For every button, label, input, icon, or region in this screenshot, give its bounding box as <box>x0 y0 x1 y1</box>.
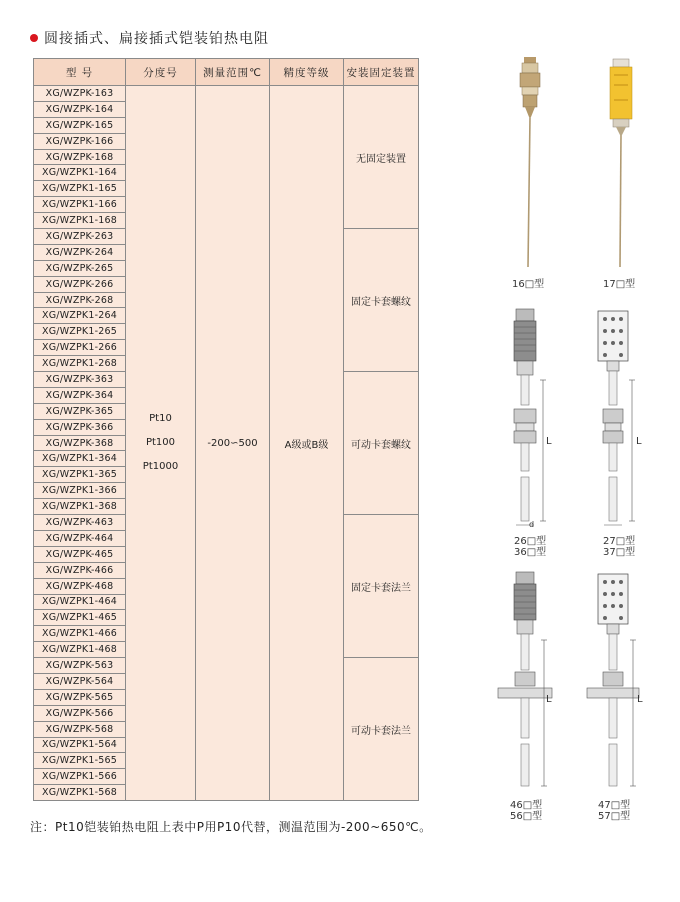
caption-37: 37□型 <box>603 547 636 558</box>
model-cell: XG/WZPK1-464 <box>34 594 126 610</box>
mounting-cell: 固定卡套螺纹 <box>344 229 419 372</box>
model-cell: XG/WZPK-166 <box>34 133 126 149</box>
model-cell: XG/WZPK-465 <box>34 546 126 562</box>
range-cell: -200∽500 <box>196 86 270 801</box>
model-cell: XG/WZPK1-264 <box>34 308 126 324</box>
header-graduation: 分度号 <box>126 59 196 86</box>
header-mounting: 安装固定装置 <box>344 59 419 86</box>
model-cell: XG/WZPK1-266 <box>34 340 126 356</box>
dim-label-l-47: L <box>637 694 643 705</box>
caption-57: 57□型 <box>598 811 631 822</box>
model-cell: XG/WZPK1-564 <box>34 737 126 753</box>
dim-label-l-46: L <box>546 694 552 705</box>
page-title <box>30 28 269 48</box>
model-cell: XG/WZPK1-466 <box>34 626 126 642</box>
model-cell: XG/WZPK1-265 <box>34 324 126 340</box>
model-cell: XG/WZPK1-164 <box>34 165 126 181</box>
header-range: 测量范围℃ <box>196 59 270 86</box>
header-model: 型 号 <box>34 59 126 86</box>
title-text: 圆接插式、扁接插式铠装铂热电阻 <box>44 31 269 47</box>
probe-17-figure <box>596 55 646 275</box>
model-cell: XG/WZPK-168 <box>34 149 126 165</box>
model-cell: XG/WZPK1-268 <box>34 356 126 372</box>
model-cell: XG/WZPK1-365 <box>34 467 126 483</box>
model-cell: XG/WZPK-163 <box>34 86 126 102</box>
bullet-icon <box>30 34 38 42</box>
probe-47-figure <box>585 570 655 795</box>
graduation-item: Pt100 <box>145 437 176 449</box>
model-cell: XG/WZPK1-566 <box>34 769 126 785</box>
model-cell: XG/WZPK1-366 <box>34 483 126 499</box>
model-cell: XG/WZPK-164 <box>34 101 126 117</box>
model-cell: XG/WZPK-265 <box>34 260 126 276</box>
model-cell: XG/WZPK1-368 <box>34 499 126 515</box>
probe-26-figure <box>498 305 558 530</box>
model-cell: XG/WZPK-268 <box>34 292 126 308</box>
dim-label-l-27: L <box>636 436 642 447</box>
caption-47: 47□型 <box>598 800 631 811</box>
model-cell: XG/WZPK-568 <box>34 721 126 737</box>
model-cell: XG/WZPK1-364 <box>34 451 126 467</box>
model-cell: XG/WZPK-366 <box>34 419 126 435</box>
mounting-cell: 可动卡套螺纹 <box>344 372 419 515</box>
model-cell: XG/WZPK-264 <box>34 244 126 260</box>
caption-27: 27□型 <box>603 536 636 547</box>
dim-label-l-26: L <box>546 436 552 447</box>
graduation-cell <box>126 86 196 801</box>
model-cell: XG/WZPK-464 <box>34 530 126 546</box>
model-cell: XG/WZPK1-465 <box>34 610 126 626</box>
probe-16-figure <box>505 55 555 275</box>
table-header-row <box>34 59 419 86</box>
model-cell: XG/WZPK-466 <box>34 562 126 578</box>
model-cell: XG/WZPK1-568 <box>34 785 126 801</box>
model-cell: XG/WZPK-263 <box>34 229 126 245</box>
model-cell: XG/WZPK1-468 <box>34 642 126 658</box>
graduation-item: Pt10 <box>149 413 172 425</box>
table-body <box>34 86 419 801</box>
model-cell: XG/WZPK1-168 <box>34 213 126 229</box>
caption-26: 26□型 <box>514 536 547 547</box>
model-cell: XG/WZPK1-565 <box>34 753 126 769</box>
caption-16: 16□型 <box>512 279 545 290</box>
model-cell: XG/WZPK-368 <box>34 435 126 451</box>
table-row <box>34 86 419 102</box>
model-cell: XG/WZPK1-166 <box>34 197 126 213</box>
model-cell: XG/WZPK-364 <box>34 387 126 403</box>
probe-46-figure <box>490 570 560 795</box>
model-cell: XG/WZPK-566 <box>34 705 126 721</box>
mounting-cell: 固定卡套法兰 <box>344 515 419 658</box>
model-cell: XG/WZPK-266 <box>34 276 126 292</box>
caption-36: 36□型 <box>514 547 547 558</box>
accuracy-cell: A级或B级 <box>270 86 344 801</box>
caption-46: 46□型 <box>510 800 543 811</box>
dim-label-d-26: d <box>529 520 535 529</box>
caption-56: 56□型 <box>510 811 543 822</box>
footnote: 注：Pt10铠装铂热电阻上表中P用P10代替，测温范围为-200~650℃。 <box>30 820 432 834</box>
model-cell: XG/WZPK-563 <box>34 658 126 674</box>
header-accuracy: 精度等级 <box>270 59 344 86</box>
model-cell: XG/WZPK-363 <box>34 372 126 388</box>
model-cell: XG/WZPK-165 <box>34 117 126 133</box>
model-cell: XG/WZPK-565 <box>34 689 126 705</box>
model-cell: XG/WZPK-468 <box>34 578 126 594</box>
model-cell: XG/WZPK-564 <box>34 673 126 689</box>
mounting-cell: 无固定装置 <box>344 86 419 229</box>
model-cell: XG/WZPK-365 <box>34 403 126 419</box>
mounting-cell: 可动卡套法兰 <box>344 658 419 801</box>
caption-17: 17□型 <box>603 279 636 290</box>
spec-table <box>33 58 419 801</box>
graduation-item: Pt1000 <box>142 461 179 473</box>
probe-27-figure <box>590 305 650 530</box>
model-cell: XG/WZPK-463 <box>34 515 126 531</box>
model-cell: XG/WZPK1-165 <box>34 181 126 197</box>
